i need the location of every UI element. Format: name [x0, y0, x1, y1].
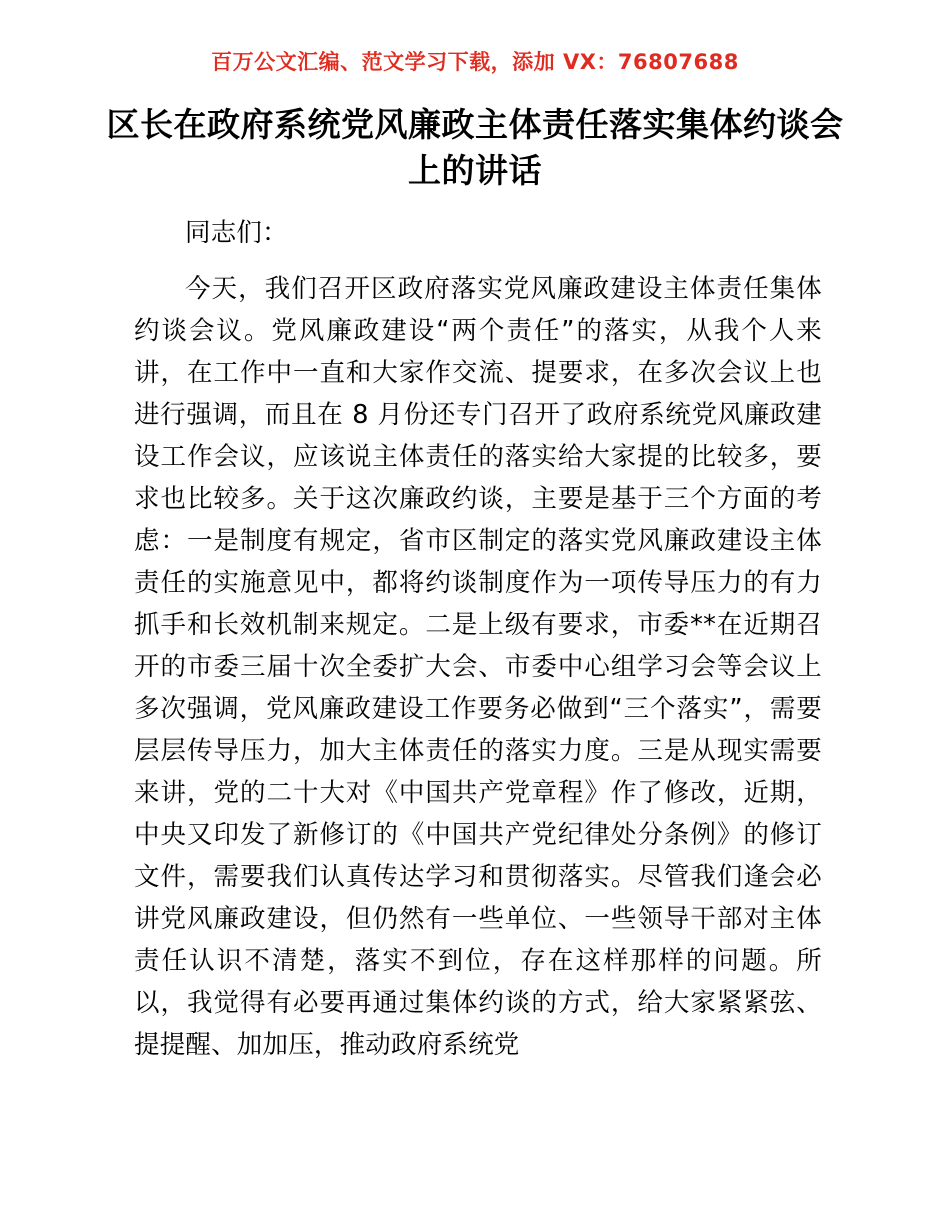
- promo-banner: [0, 0, 950, 73]
- page-title: 区长在政府系统党风廉政主体责任落实集体约谈会上的讲话: [106, 105, 844, 190]
- salutation: 同志们：: [185, 218, 288, 248]
- document-body: [0, 194, 950, 1066]
- body-paragraph-1: 今天，我们召开区政府落实党风廉政建设主体责任集体约谈会议。党风廉政建设“两个责任”的落实，从我个人来讲，在工作中一直和大家作交流、提要求，在多次会议上也进行强调，而且在 8 月份还专门召开了政府系统党风廉政建设工作会议，应该说主体责任的落实给大家提的比较多，要求也比较多。关于这次廉政约谈，主要是基于三个方面的考虑：一是制度有规定，省市区制定的落实党风廉政建设主体责任的实施意见中，都将约谈制度作为一项传导压力的有力抓手和长效机制来规定。二是上级有要求，市委**在近期召开的市委三届十次全委扩大会、市委中心组学习会等会议上多次强调，党风廉政建设工作要务必做到“三个落实”，需要层层传导压力，加大主体责任的落实力度。三是从现实需要来讲，党的二十大对《中国共产党章程》作了修改，近期，中央又印发了新修订的《中国共产党纪律处分条例》的修订文件，需要我们认真传达学习和贯彻落实。尽管我们逢会必讲党风廉政建设，但仍然有一些单位、一些领导干部对主体责任认识不清楚，落实不到位，存在这样那样的问题。所以，我觉得有必要再通过集体约谈的方式，给大家紧紧弦、提提醒、加加压，推动政府系统党: [134, 274, 822, 1060]
- promo-header-text: 百万公文汇编、范文学习下载，添加 VX：76807688: [211, 50, 739, 74]
